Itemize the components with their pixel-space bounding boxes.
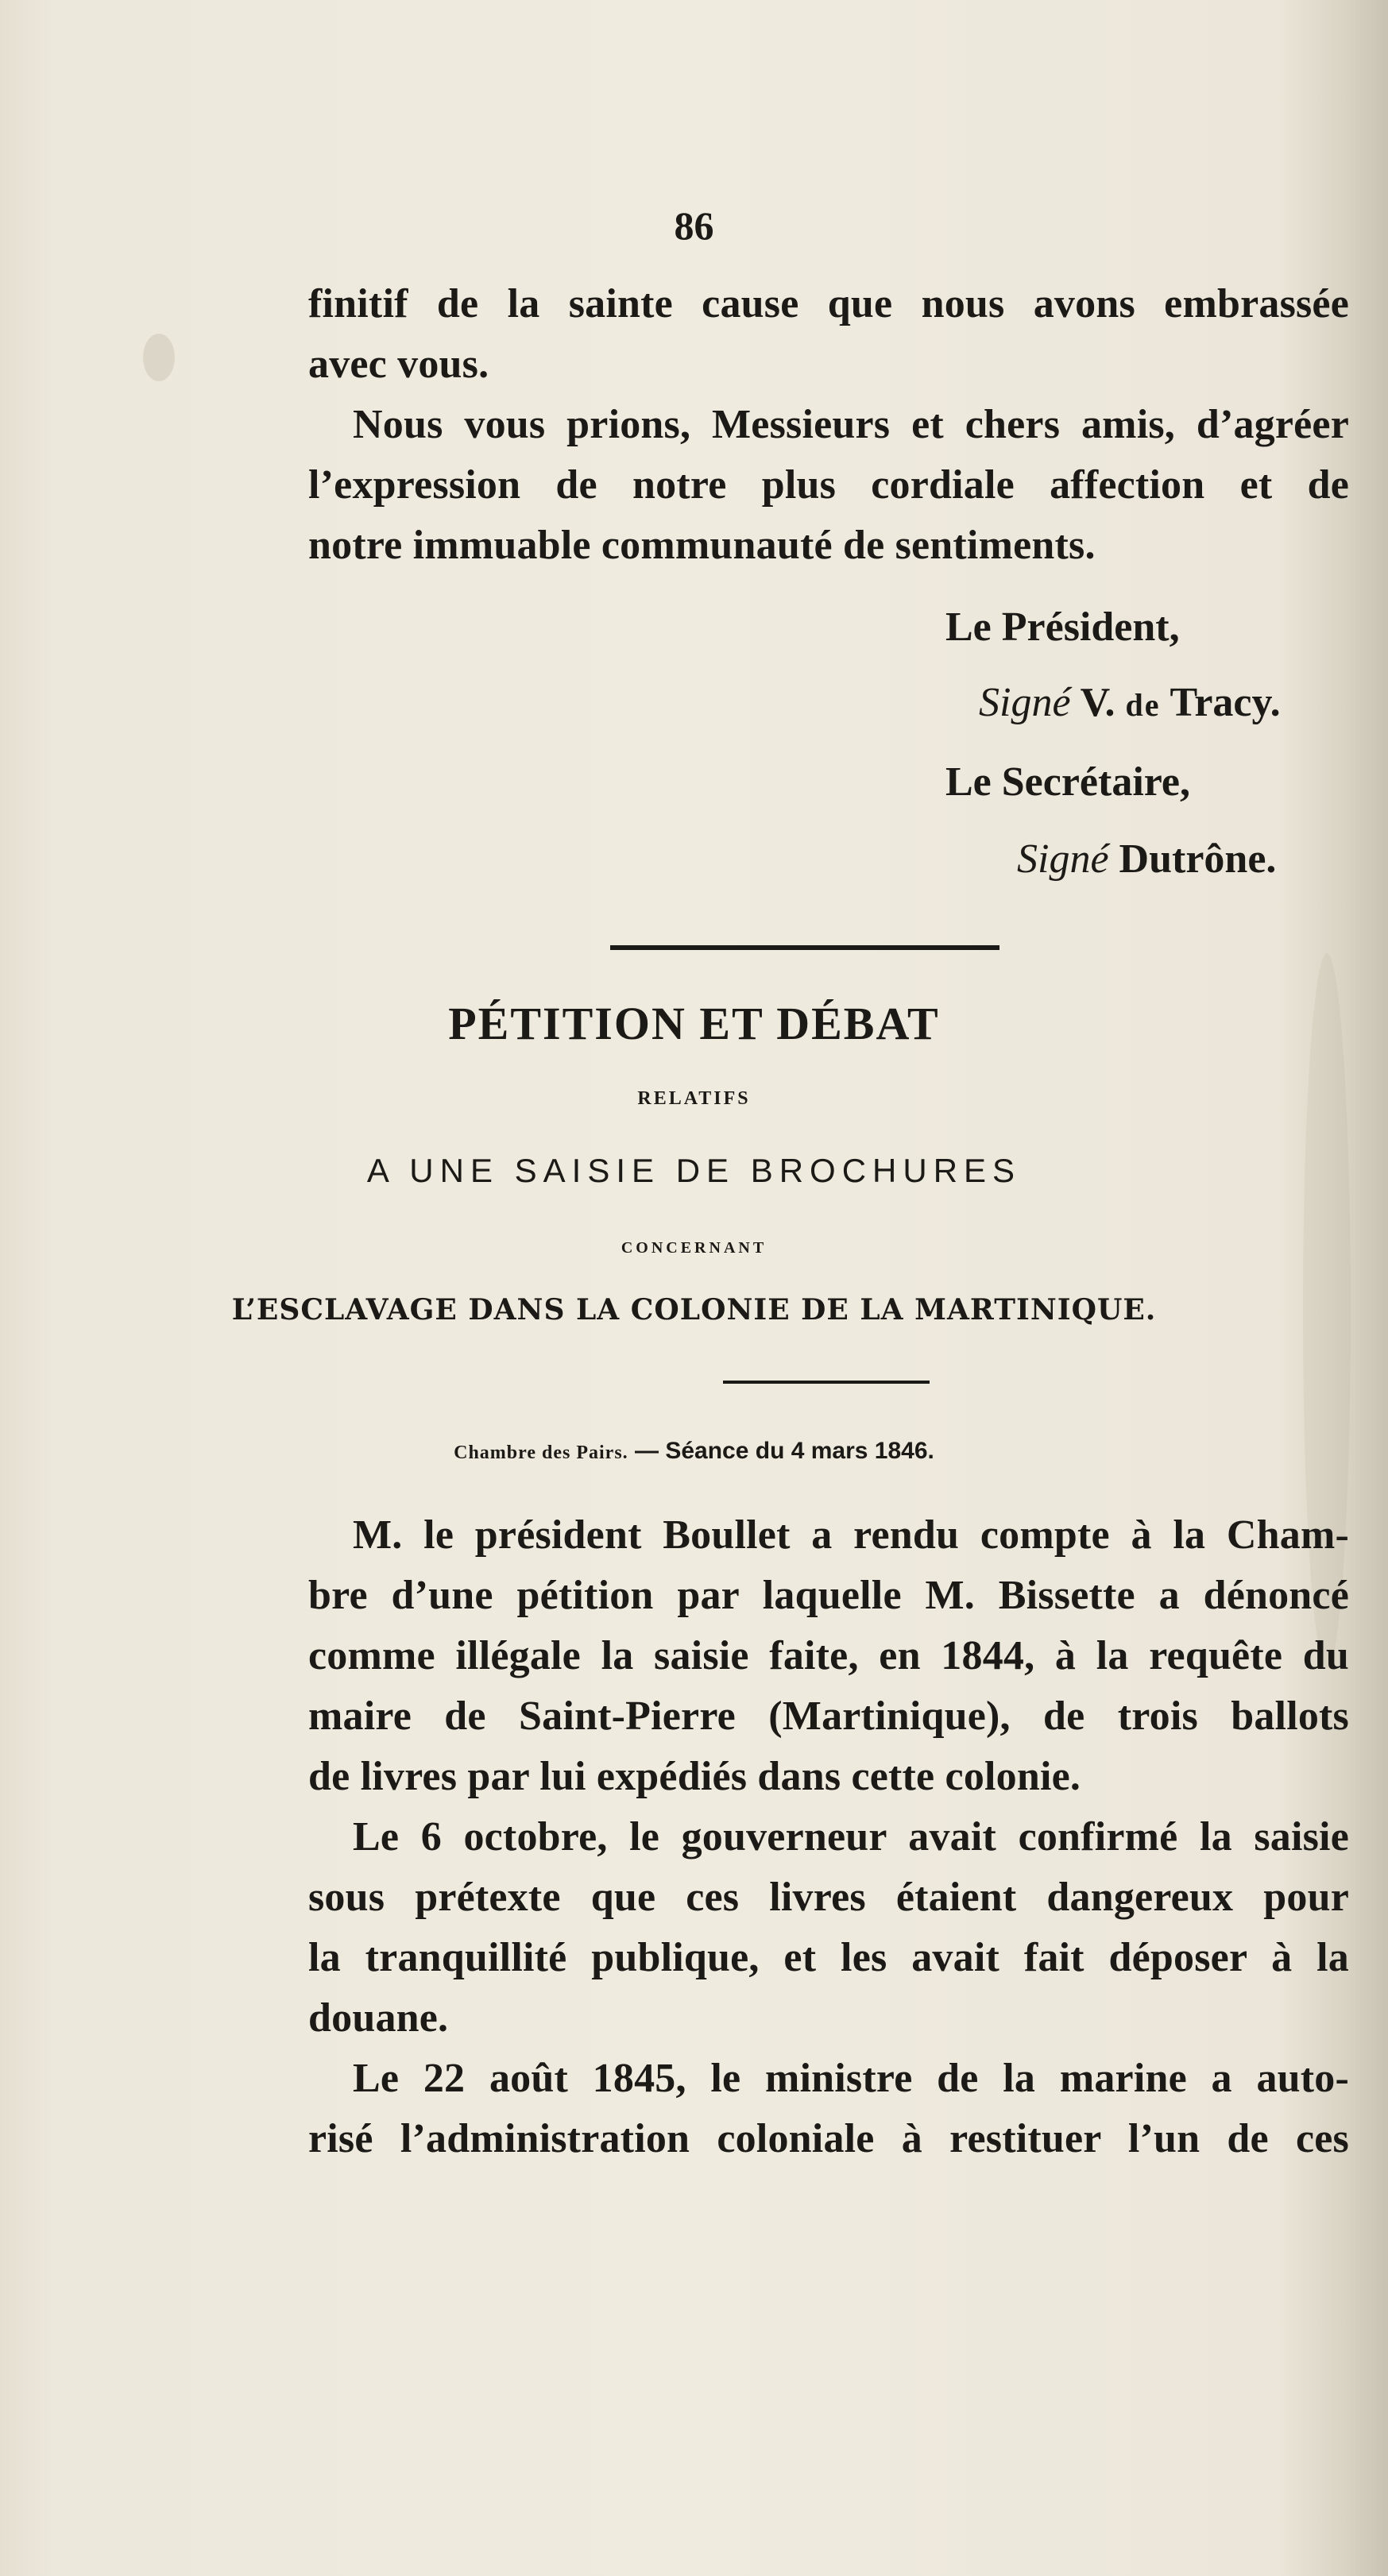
- short-divider: [723, 1381, 930, 1384]
- text-line: la tranquillité publique, et les avait fait déposer à la: [308, 1935, 1349, 1980]
- president-signature: [979, 679, 1281, 726]
- text-line: notre immuable communauté de sentiments.: [308, 523, 1096, 568]
- text-line: Le 6 octobre, le gouverneur avait confirmé la saisie: [353, 1814, 1349, 1860]
- text-line: avec vous.: [308, 342, 489, 387]
- secretary-name: Dutrône.: [1119, 836, 1277, 882]
- signed-label: Signé: [979, 680, 1071, 725]
- text-line: douane.: [308, 1995, 449, 2041]
- president-name: Tracy.: [1170, 680, 1281, 725]
- page-number: 86: [674, 203, 714, 248]
- president-title: Le Président,: [945, 604, 1180, 650]
- section-title: PÉTITION ET DÉBAT: [448, 998, 940, 1049]
- president-initial: V.: [1080, 680, 1115, 725]
- text-line: maire de Saint-Pierre (Martinique), de trois ballots: [308, 1694, 1349, 1739]
- section-divider: [610, 945, 999, 950]
- text-line: Le 22 août 1845, le ministre de la marine a auto-: [353, 2056, 1349, 2101]
- text-line: sous prétexte que ces livres étaient dangereux pour: [308, 1875, 1349, 1920]
- text-line: l’expression de notre plus cordiale affection et de: [308, 462, 1349, 508]
- section-subtitle-relatifs: RELATIFS: [637, 1088, 751, 1109]
- top-paragraph: [308, 274, 1349, 576]
- body-text: [308, 1505, 1349, 2169]
- signed-label: Signé: [1017, 836, 1109, 882]
- text-line: comme illégale la saisie faite, en 1844, à la requête du: [308, 1633, 1349, 1678]
- chamber-name: Chambre des Pairs.: [454, 1442, 628, 1463]
- section-topic: L’ESCLAVAGE DANS LA COLONIE DE LA MARTINIQUE.: [231, 1293, 1157, 1327]
- president-particle: de: [1125, 687, 1161, 723]
- session-line: [0, 1438, 1388, 1465]
- paper-stain: [143, 334, 175, 381]
- secretary-title: Le Secrétaire,: [945, 759, 1190, 805]
- secretary-signature: [1017, 836, 1276, 882]
- text-line: Nous vous prions, Messieurs et chers amis, d’agréer: [353, 402, 1349, 447]
- section-subtitle-concernant: CONCERNANT: [621, 1239, 767, 1257]
- text-line: de livres par lui expédiés dans cette colonie.: [308, 1754, 1081, 1799]
- session-date: — Séance du 4 mars 1846.: [628, 1438, 934, 1464]
- text-line: bre d’une pétition par laquelle M. Bissette a dénoncé: [308, 1573, 1349, 1618]
- text-line: risé l’administration coloniale à restituer l’un de ces: [308, 2116, 1349, 2161]
- text-line: finitif de la sainte cause que nous avons embrassée: [308, 281, 1349, 326]
- text-line: M. le président Boullet a rendu compte à la Cham-: [353, 1512, 1349, 1558]
- section-subtitle: A UNE SAISIE DE BROCHURES: [366, 1152, 1022, 1189]
